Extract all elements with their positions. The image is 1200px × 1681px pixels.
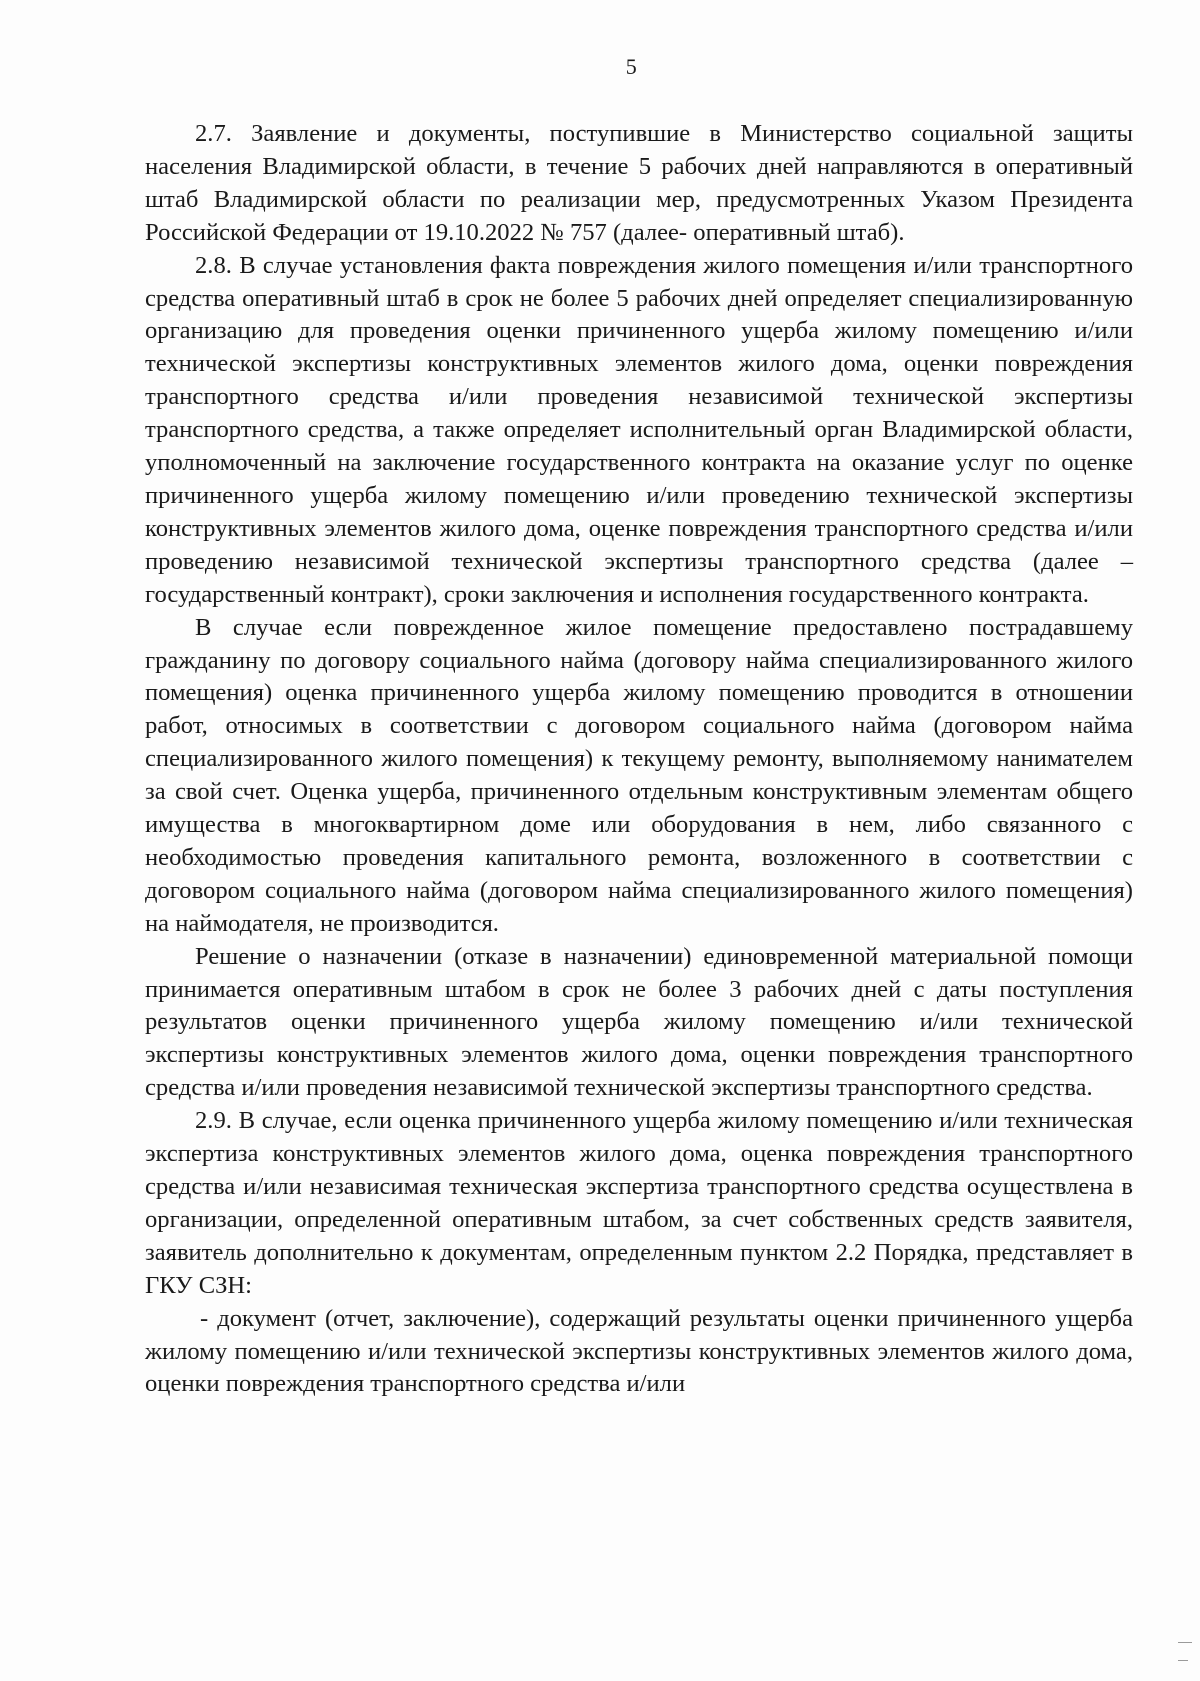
list-item-report-document: - документ (отчет, заключение), содержащий результаты оценки причиненного ущерба жилому помещению и/или технической экспертизы конструктивных элементов жилого дома, оценки повреждения транспортного средства и/или [145,1304,1133,1398]
paragraph-2-8: 2.8. В случае установления факта повреждения жилого помещения и/или транспортного средства оперативный штаб в срок не более 5 рабочих дней определяет специализированную организацию для проведения оценки причиненного ущерба жилому помещению и/или технической экспертизы конструктивных элементов жилого дома, оценки повреждения транспортного средства и/или проведения независимой технической экспертизы транспортного средства, а также определяет исполнительный орган Владимирской области, уполномоченный на заключение государственного контракта на оказание услуг по оценке причиненного ущерба жилому помещению и/или проведению технической экспертизы конструктивных элементов жилого дома, оценке повреждения транспортного средства и/или проведению независимой технической экспертизы транспортного средства (далее – государственный контракт), сроки заключения и исполнения государственного контракта. [145,251,1133,608]
paragraph-social-rent: В случае если поврежденное жилое помещение предоставлено пострадавшему гражданину по договору социального найма (договору найма специализированного жилого помещения) оценка причиненного ущерба жилому помещению проводится в отношении работ, относимых в соответствии с договором социального найма (договором найма специализированного жилого помещения) к текущему ремонту, выполняемому нанимателем за свой счет. Оценка ущерба, причиненного отдельным конструктивным элементам общего имущества в многоквартирном доме или оборудования в нем, либо связанного с необходимостью проведения капитального ремонта, возложенного в соответствии с договором социального найма (договором найма специализированного жилого помещения) на наймодателя, не производится. [145,613,1133,937]
paragraph-decision: Решение о назначении (отказе в назначении) единовременной материальной помощи принимается оперативным штабом в срок не более 3 рабочих дней с даты поступления результатов оценки причиненного ущерба жилому помещению и/или технической экспертизы конструктивных элементов жилого дома, оценки повреждения транспортного средства и/или проведения независимой технической экспертизы транспортного средства. [145,942,1133,1102]
scan-edge-mark [1178,1660,1188,1661]
paragraph-2-7: 2.7. Заявление и документы, поступившие в Министерство социальной защиты населения Владимирской области, в течение 5 рабочих дней направляются в оперативный штаб Владимирской области по реализации мер, предусмотренных Указом Президента Российской Федерации от 19.10.2022 № 757 (далее- оперативный штаб). [145,120,1133,246]
scan-edge-mark [1178,1642,1192,1643]
document-body [145,118,1133,1401]
paragraph-2-9: 2.9. В случае, если оценка причиненного ущерба жилому помещению и/или техническая экспертиза конструктивных элементов жилого дома, оценка повреждения транспортного средства и/или независимая техническая экспертиза транспортного средства осуществлена в организации, определенной оперативным штабом, за счет собственных средств заявителя, заявитель дополнительно к документам, определенным пунктом 2.2 Порядка, представляет в ГКУ СЗН: [145,1107,1133,1299]
page-number: 5 [625,54,638,79]
